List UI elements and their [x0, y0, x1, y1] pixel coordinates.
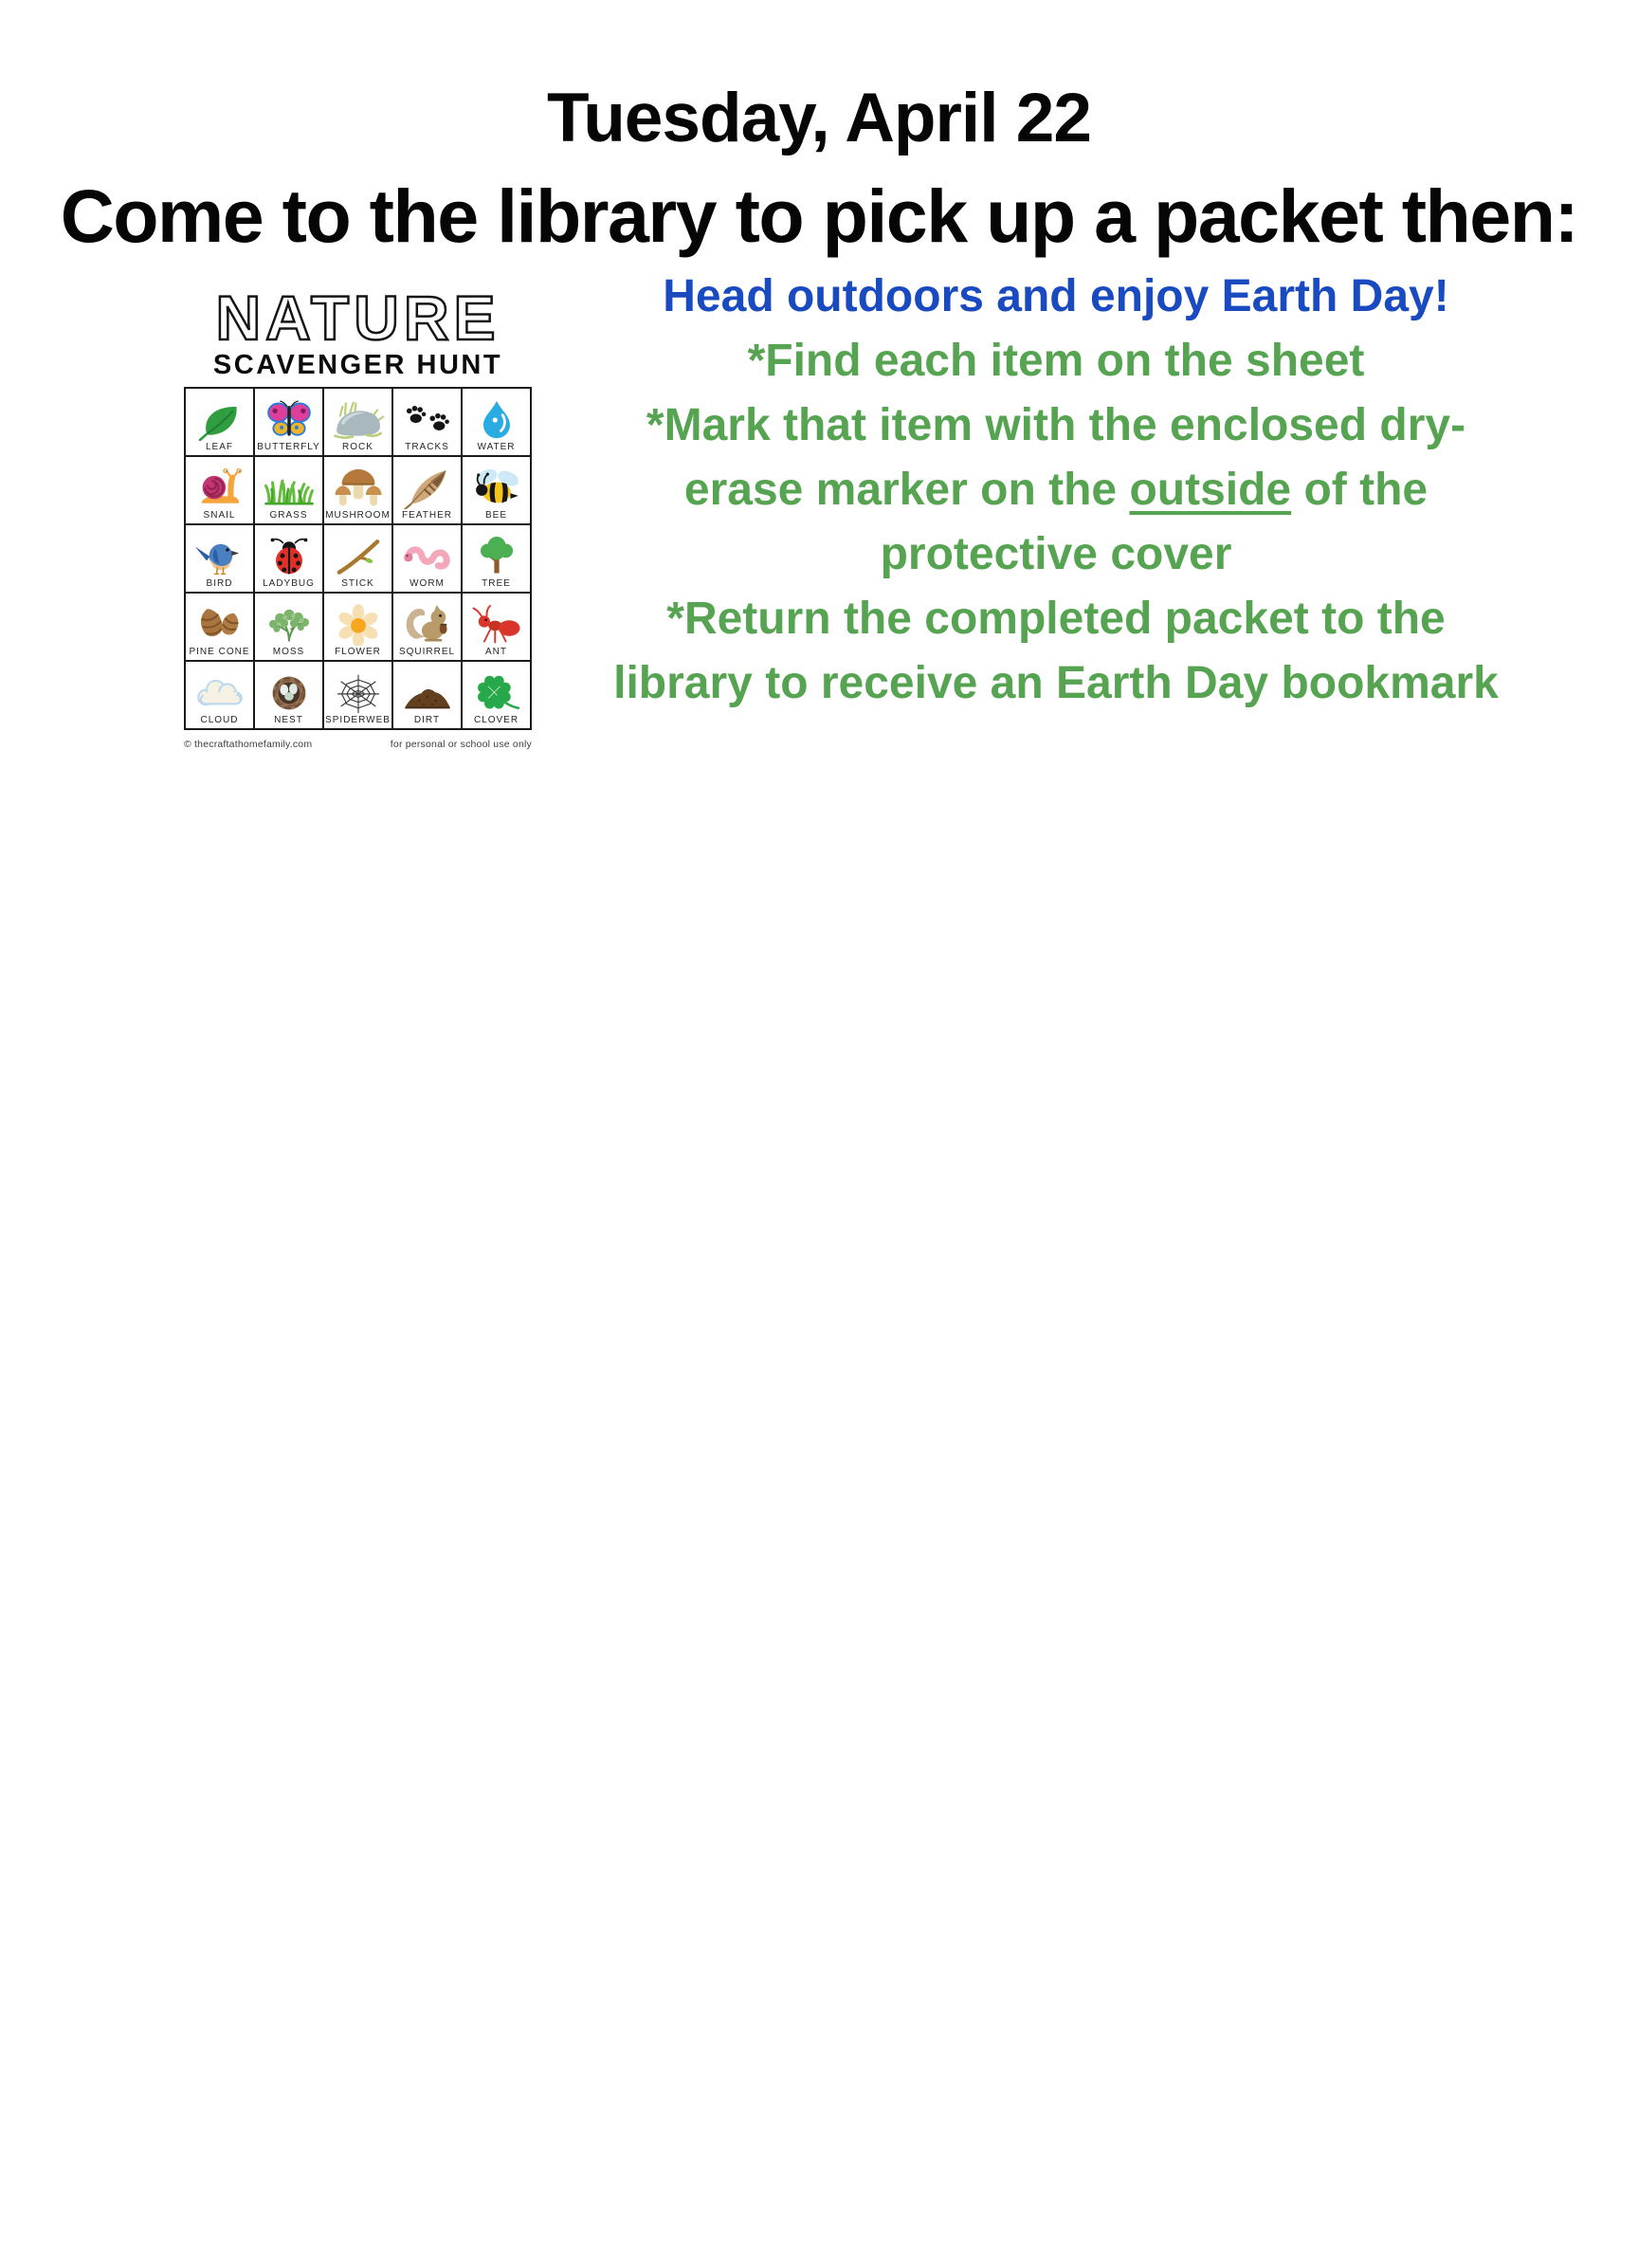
- grid-cell-flower: [324, 594, 391, 660]
- bee-icon: [470, 467, 523, 509]
- cell-label: SQUIRREL: [398, 647, 456, 657]
- cell-label: BIRD: [206, 578, 233, 589]
- cell-label: BUTTERFLY: [257, 442, 320, 452]
- cell-label: SNAIL: [203, 510, 236, 521]
- bird-icon: [193, 536, 246, 577]
- moss-icon: [263, 604, 316, 646]
- cell-label: LADYBUG: [263, 578, 315, 589]
- instruction-line-4: [559, 458, 1553, 522]
- cell-label: TRACKS: [405, 442, 449, 452]
- cell-label: CLOVER: [473, 715, 519, 725]
- grid-wrap: [184, 387, 532, 750]
- grid-cell-snail: [186, 457, 253, 523]
- copyright-text: © thecraftathomefamily.com: [184, 739, 313, 750]
- grid-cell-stick: [324, 525, 391, 592]
- flower-icon: [332, 604, 385, 646]
- grid-cell-nest: [255, 662, 322, 728]
- scavenger-hunt-card: [156, 265, 559, 750]
- card-subtitle: SCAVENGER HUNT: [212, 350, 503, 380]
- grid-cell-cloud: [186, 662, 253, 728]
- grid-cell-ant: [463, 594, 530, 660]
- content-row: [0, 265, 1638, 750]
- cloud-icon: [193, 672, 246, 714]
- stick-icon: [332, 536, 385, 577]
- grass-icon: [263, 467, 316, 509]
- grid-cell-water: [463, 389, 530, 455]
- grid-cell-leaf: [186, 389, 253, 455]
- leaf-icon: [193, 399, 246, 441]
- cell-label: NEST: [274, 715, 303, 725]
- cell-label: SPIDERWEB: [325, 715, 391, 725]
- worm-icon: [401, 536, 454, 577]
- card-title: NATURE: [215, 283, 500, 353]
- feather-icon: [401, 467, 454, 509]
- spiderweb-icon: [332, 672, 385, 714]
- cell-label: LEAF: [205, 442, 233, 452]
- nest-icon: [263, 672, 316, 714]
- grid-cell-tracks: [393, 389, 461, 455]
- dirt-icon: [401, 672, 454, 714]
- grid-cell-squirrel: [393, 594, 461, 660]
- cell-label: DIRT: [413, 715, 441, 725]
- butterfly-icon: [263, 399, 316, 441]
- date-heading: Tuesday, April 22: [547, 80, 1091, 156]
- cell-label: FLOWER: [335, 647, 381, 657]
- cell-label: MOSS: [272, 647, 305, 657]
- clover-icon: [470, 672, 523, 714]
- card-footer: [184, 739, 532, 750]
- cell-label: BEE: [484, 510, 507, 521]
- instruction-line-3: *Mark that item with the enclosed dry-: [646, 400, 1466, 450]
- instruction-line-6: *Return the completed packet to the: [666, 594, 1446, 644]
- ant-icon: [470, 604, 523, 646]
- instruction-line-2: *Find each item on the sheet: [747, 336, 1365, 386]
- grid-cell-dirt: [393, 662, 461, 728]
- cell-label: TREE: [482, 578, 511, 589]
- instruction-line-7: library to receive an Earth Day bookmark: [613, 658, 1499, 708]
- grid-cell-clover: [463, 662, 530, 728]
- grid-cell-rock: [324, 389, 391, 455]
- cell-label: PINE CONE: [189, 647, 250, 657]
- earth-day-instructions: [559, 265, 1553, 716]
- grid-cell-moss: [255, 594, 322, 660]
- cell-label: ANT: [485, 647, 507, 657]
- grid-cell-feather: [393, 457, 461, 523]
- flyer-page: [0, 80, 1638, 750]
- cell-label: FEATHER: [402, 510, 452, 521]
- squirrel-icon: [401, 604, 454, 646]
- ladybug-icon: [263, 536, 316, 577]
- tree-icon: [470, 536, 523, 577]
- instruction-heading: Come to the library to pick up a packet then:: [60, 174, 1578, 258]
- mushroom-icon: [332, 467, 385, 509]
- paw-tracks-icon: [401, 399, 454, 441]
- grid-cell-butterfly: [255, 389, 322, 455]
- cell-label: WATER: [477, 442, 516, 452]
- pine-cone-icon: [193, 604, 246, 646]
- scavenger-grid: [184, 387, 532, 730]
- cell-label: STICK: [341, 578, 374, 589]
- line4-underlined-word: outside: [1129, 465, 1292, 515]
- cell-label: MUSHROOM: [325, 510, 391, 521]
- line4-post: of the: [1291, 465, 1429, 515]
- instruction-line-1: Head outdoors and enjoy Earth Day!: [663, 271, 1449, 321]
- grid-cell-mushroom: [324, 457, 391, 523]
- snail-icon: [193, 467, 246, 509]
- usage-note: for personal or school use only: [390, 739, 532, 750]
- cell-label: ROCK: [342, 442, 373, 452]
- cell-label: CLOUD: [200, 715, 239, 725]
- grid-cell-ladybug: [255, 525, 322, 592]
- grid-cell-pine-cone: [186, 594, 253, 660]
- water-drop-icon: [470, 399, 523, 441]
- cell-label: GRASS: [269, 510, 308, 521]
- grid-cell-bee: [463, 457, 530, 523]
- grid-cell-spiderweb: [324, 662, 391, 728]
- line4-pre: erase marker on the: [683, 465, 1130, 515]
- grid-cell-worm: [393, 525, 461, 592]
- grid-cell-grass: [255, 457, 322, 523]
- grid-cell-tree: [463, 525, 530, 592]
- instruction-line-5: protective cover: [880, 529, 1232, 579]
- rock-icon: [332, 399, 385, 441]
- cell-label: WORM: [410, 578, 445, 589]
- grid-cell-bird: [186, 525, 253, 592]
